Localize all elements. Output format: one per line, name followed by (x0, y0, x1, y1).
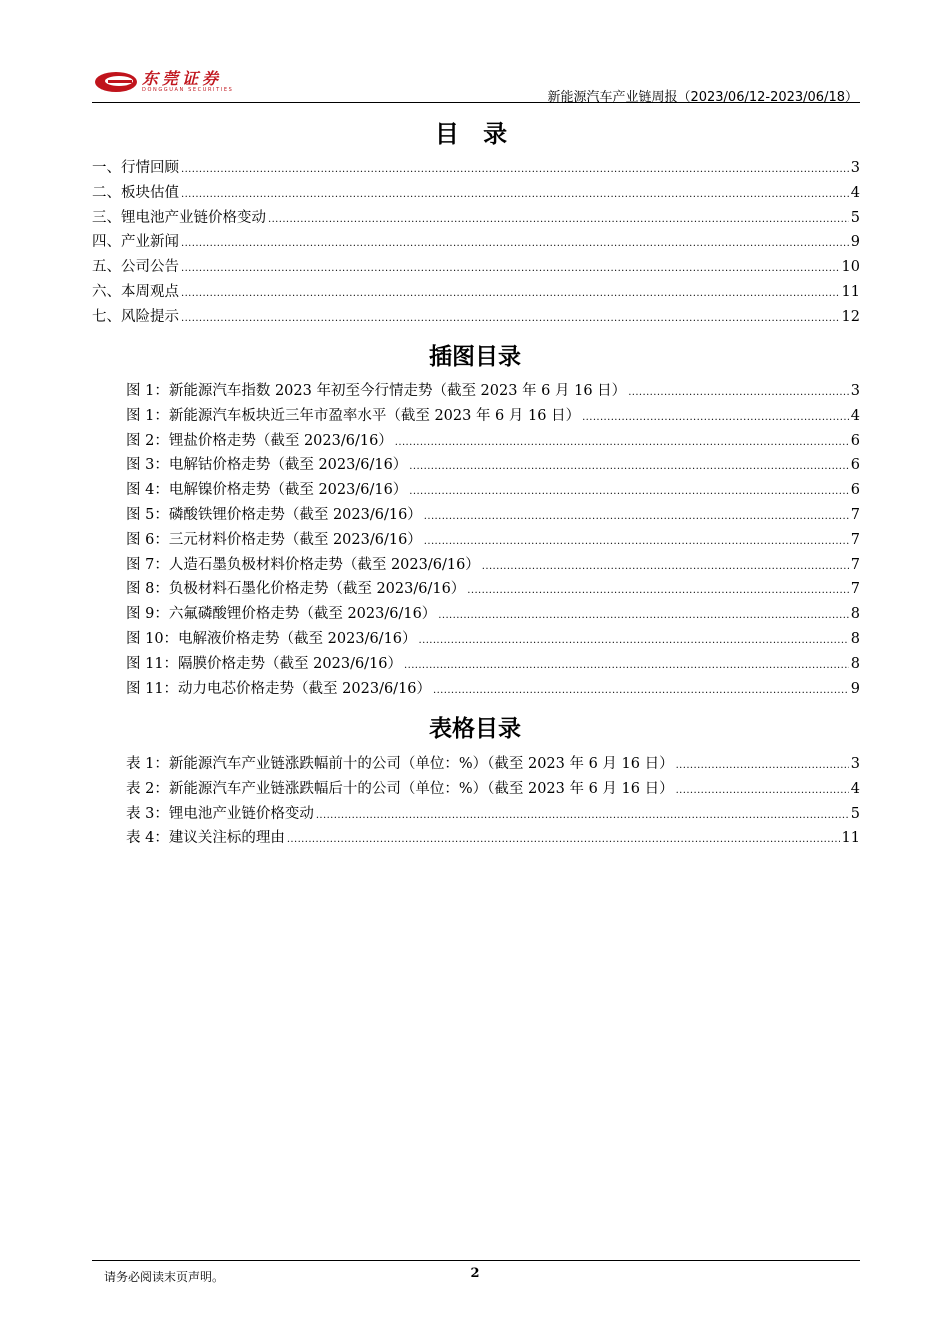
table-entry[interactable] (92, 826, 860, 851)
figure-entry-page: 8 (850, 630, 860, 647)
dot-leader (181, 238, 849, 249)
figure-entry-page: 8 (850, 655, 860, 672)
table-entry-label: 表 2：新能源汽车产业链涨跌幅后十的公司（单位：%）（截至 2023 年 6 月 16 日） (126, 780, 674, 797)
figure-entry-page: 7 (850, 556, 860, 573)
page-number: 2 (470, 1266, 480, 1281)
dot-leader (409, 486, 848, 497)
figures-title: 插图目录 (429, 344, 521, 370)
toc-entry-page: 9 (850, 234, 860, 251)
toc-title: 目 录 (434, 120, 516, 148)
dot-leader (316, 810, 849, 821)
figure-entry[interactable] (92, 404, 860, 429)
dot-leader (438, 610, 848, 621)
dot-leader (404, 660, 849, 671)
table-entry-page: 4 (850, 780, 860, 797)
table-entry-label: 表 3：锂电池产业链价格变动 (126, 805, 314, 822)
dot-leader (676, 785, 849, 796)
toc-entry[interactable] (92, 181, 860, 206)
figure-entry-page: 6 (850, 482, 860, 499)
logo-chinese-name: 东莞证券 (142, 68, 223, 88)
dot-leader (424, 536, 849, 547)
dot-leader (181, 313, 840, 324)
toc-entry-page: 3 (850, 160, 860, 176)
figure-entry-page: 7 (850, 506, 860, 523)
figure-entry-page: 9 (850, 680, 860, 697)
toc-entry[interactable] (92, 230, 860, 255)
toc-entry[interactable] (92, 305, 860, 330)
dot-leader (409, 461, 848, 472)
figure-entry[interactable] (92, 453, 860, 478)
figure-entry-label: 图 5：磷酸铁锂价格走势（截至 2023/6/16） (126, 506, 422, 523)
dot-leader (676, 760, 849, 771)
figure-entry[interactable] (92, 627, 860, 652)
table-entry-page: 11 (841, 830, 860, 847)
dot-leader (628, 387, 849, 398)
company-logo (94, 70, 233, 94)
report-title: 新能源汽车产业链周报（2023/06/12-2023/06/18） (547, 90, 858, 105)
table-entry-label: 表 1：新能源汽车产业链涨跌幅前十的公司（单位：%）（截至 2023 年 6 月 16 日） (126, 756, 674, 772)
figure-entry[interactable] (92, 503, 860, 528)
figure-entry-label: 图 8：负极材料石墨化价格走势（截至 2023/6/16） (126, 581, 466, 598)
dot-leader (419, 635, 849, 646)
toc-entry-label: 一、行情回顾 (92, 160, 179, 176)
figure-entry-label: 图 1：新能源汽车板块近三年市盈率水平（截至 2023 年 6 月 16 日） (126, 407, 581, 424)
table-entry[interactable] (92, 777, 860, 802)
figure-entry-page: 6 (850, 457, 860, 474)
figure-entry-label: 图 11：动力电芯价格走势（截至 2023/6/16） (126, 680, 432, 697)
footer-disclaimer: 请务必阅读末页声明。 (104, 1270, 225, 1284)
figure-entry[interactable] (92, 577, 860, 602)
figure-entry-label: 图 11：隔膜价格走势（截至 2023/6/16） (126, 655, 403, 672)
figures-list (92, 379, 860, 701)
logo-swoosh-icon (94, 70, 138, 94)
tables-title: 表格目录 (429, 716, 521, 742)
figure-entry-page: 7 (850, 581, 860, 598)
dot-leader (482, 561, 849, 572)
figure-entry[interactable] (92, 478, 860, 503)
figure-entry-label: 图 4：电解镍价格走势（截至 2023/6/16） (126, 482, 408, 499)
dot-leader (181, 263, 840, 274)
figure-entry-label: 图 10：电解液价格走势（截至 2023/6/16） (126, 630, 417, 647)
dot-leader (467, 585, 848, 596)
toc-entry[interactable] (92, 206, 860, 231)
figure-entry[interactable] (92, 528, 860, 553)
toc-entry-label: 七、风险提示 (92, 308, 179, 325)
table-entry-label: 表 4：建议关注标的理由 (126, 830, 285, 847)
figure-entry-page: 8 (850, 606, 860, 623)
figure-entry-label: 图 2：锂盐价格走势（截至 2023/6/16） (126, 432, 393, 449)
figure-entry-label: 图 3：电解钴价格走势（截至 2023/6/16） (126, 457, 408, 474)
dot-leader (181, 164, 849, 175)
figure-entry[interactable] (92, 602, 860, 627)
toc-entry-label: 三、锂电池产业链价格变动 (92, 209, 266, 226)
logo-english-name: DONGGUAN SECURITIES (142, 86, 234, 93)
toc-entry-page: 4 (850, 184, 860, 201)
dot-leader (181, 288, 840, 299)
dot-leader (433, 685, 849, 696)
toc-entry[interactable] (92, 280, 860, 305)
dot-leader (181, 189, 849, 200)
toc-list (92, 156, 860, 330)
table-entry-page: 3 (850, 756, 860, 772)
footer-divider (92, 1260, 860, 1261)
dot-leader (582, 412, 849, 423)
figure-entry-page: 4 (850, 407, 860, 424)
figure-entry-label: 图 7：人造石墨负极材料价格走势（截至 2023/6/16） (126, 556, 480, 573)
dot-leader (395, 437, 849, 448)
dot-leader (268, 214, 849, 225)
tables-list (92, 752, 860, 851)
figure-entry[interactable] (92, 429, 860, 454)
toc-entry-label: 五、公司公告 (92, 259, 179, 276)
toc-entry-page: 12 (841, 308, 860, 325)
toc-entry-label: 四、产业新闻 (92, 234, 179, 251)
figure-entry-page: 6 (850, 432, 860, 449)
figure-entry-page: 3 (850, 383, 860, 399)
toc-entry-page: 5 (850, 209, 860, 226)
figure-entry[interactable] (92, 652, 860, 677)
toc-entry-label: 六、本周观点 (92, 283, 179, 300)
figure-entry[interactable] (92, 677, 860, 702)
toc-entry[interactable] (92, 156, 860, 181)
toc-entry-label: 二、板块估值 (92, 184, 179, 201)
table-entry[interactable] (92, 802, 860, 827)
toc-entry-page: 11 (841, 283, 860, 300)
figure-entry-label: 图 1：新能源汽车指数 2023 年初至今行情走势（截至 2023 年 6 月 16 日） (126, 383, 627, 399)
header-divider (92, 102, 860, 103)
page-header (92, 66, 860, 104)
figure-entry-label: 图 6：三元材料价格走势（截至 2023/6/16） (126, 531, 422, 548)
table-entry[interactable] (92, 752, 860, 777)
dot-leader (424, 511, 849, 522)
figure-entry-label: 图 9：六氟磷酸锂价格走势（截至 2023/6/16） (126, 606, 437, 623)
figure-entry-page: 7 (850, 531, 860, 548)
dot-leader (287, 834, 840, 845)
toc-entry[interactable] (92, 255, 860, 280)
table-entry-page: 5 (850, 805, 860, 822)
toc-entry-page: 10 (841, 259, 860, 276)
figure-entry[interactable] (92, 553, 860, 578)
figure-entry[interactable] (92, 379, 860, 404)
